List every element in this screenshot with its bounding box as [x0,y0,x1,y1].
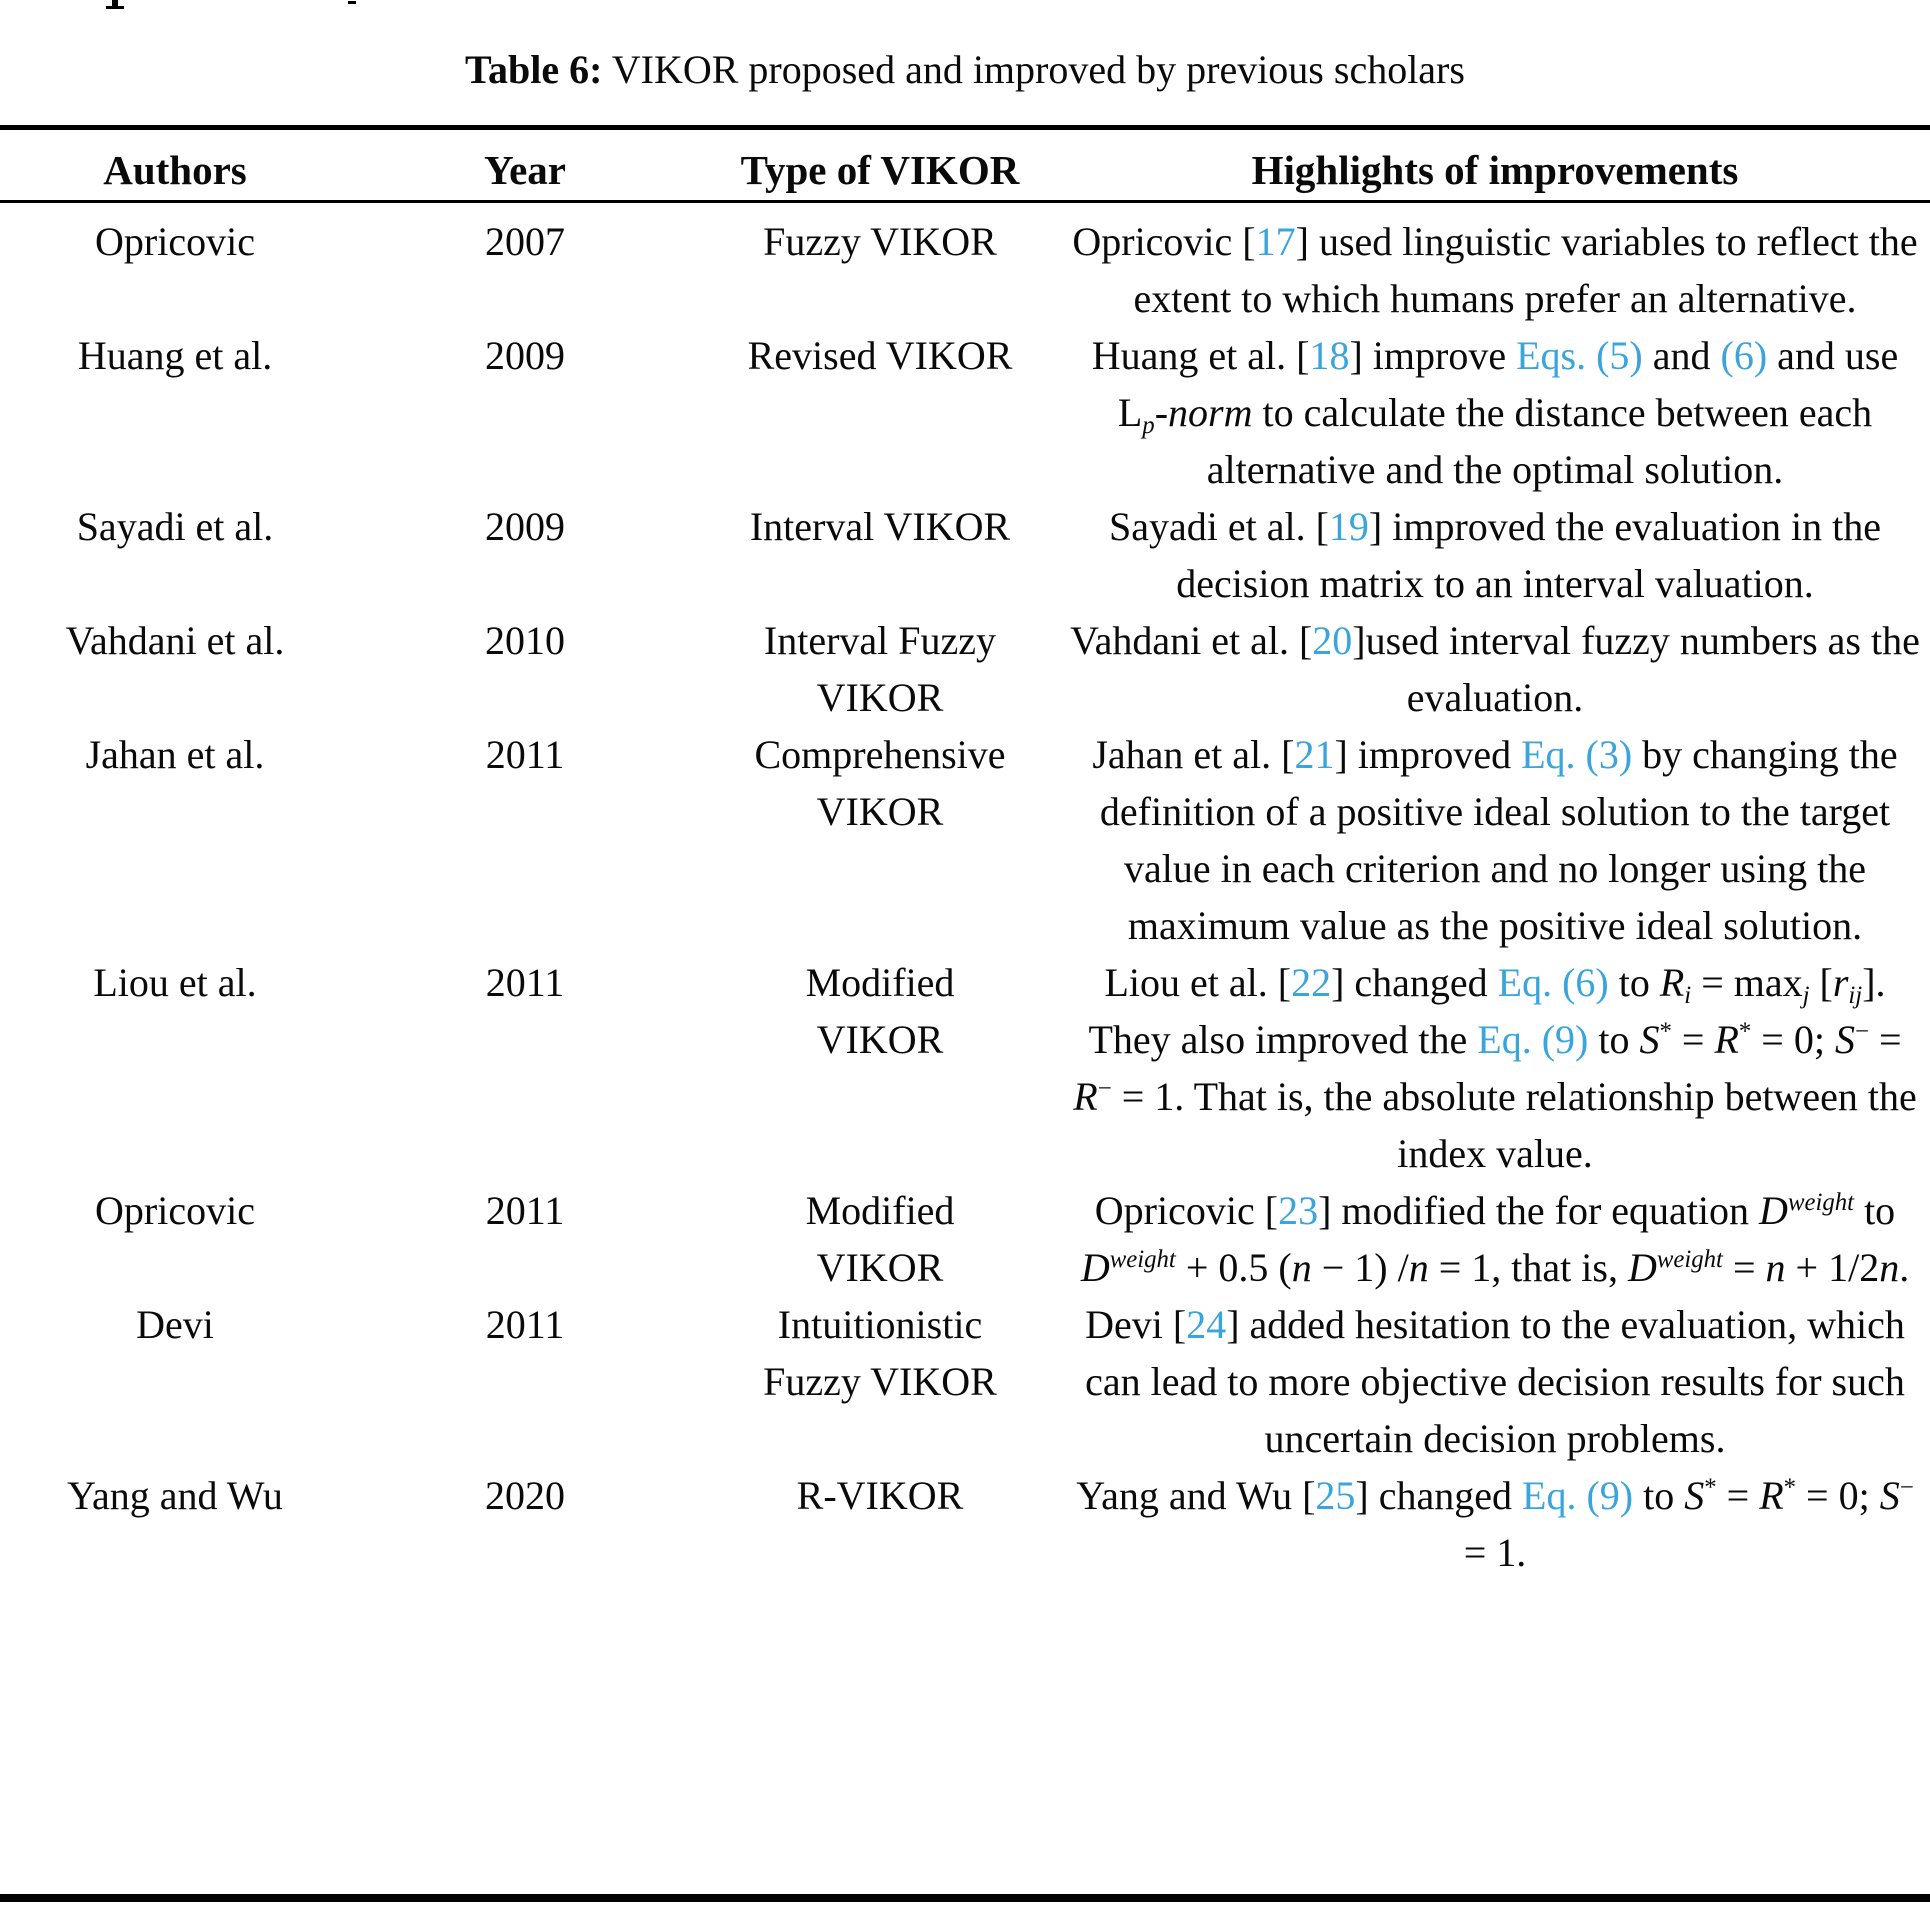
author-cell: Devi [136,1302,214,1347]
text-segment: = 1. That is, the absolute relationship between the index value. [1111,1074,1917,1176]
vikor-type-cell [700,498,1060,612]
text-segment: R [1714,1017,1739,1062]
text-segment: + 1/2 [1785,1245,1880,1290]
text-segment: = 0; [1796,1473,1880,1518]
text-segment: -norm [1154,390,1253,435]
text-segment: Yang and Wu [ [1076,1473,1316,1518]
table-row [0,1296,1930,1467]
text-segment: + 0.5 ( [1175,1245,1292,1290]
table-caption-label: Table 6: [465,47,603,92]
highlights-cell [1060,327,1930,498]
table-row [0,498,1930,612]
type-line: VIKOR [816,1017,944,1062]
text-segment: weight [1787,1189,1855,1217]
reference-link[interactable]: 18 [1309,333,1350,378]
text-segment: n [1408,1245,1429,1290]
table-row [0,213,1930,327]
text-segment: by changing the definition of a positive ideal solution to the target value in each criterion and no longer using the maximum value as the positive ideal solution. [1099,732,1898,948]
table-row [0,1182,1930,1296]
reference-link[interactable]: (6) [1720,333,1768,378]
cropped-text-remnant [112,0,118,9]
reference-link[interactable]: 21 [1294,732,1335,777]
author-cell: Huang et al. [77,333,273,378]
reference-link[interactable]: Eq. (9) [1522,1473,1634,1518]
type-line: Intuitionistic [777,1302,983,1347]
type-line: Fuzzy VIKOR [763,219,997,264]
text-segment: Devi [ [1085,1302,1187,1347]
table-row [0,612,1930,726]
text-segment: * [1704,1474,1717,1502]
type-line: Modified [805,960,955,1005]
text-segment: . [1899,1245,1910,1290]
text-segment: ] changed [1331,960,1498,1005]
text-segment: and [1642,333,1721,378]
text-segment: * [1738,1018,1752,1046]
vikor-type-cell [700,327,1060,498]
year-cell: 2009 [485,504,565,549]
table-top-rule [0,125,1930,130]
table-header-rule [0,200,1930,203]
author-cell: Opricovic [95,219,255,264]
text-segment: = [1671,1017,1715,1062]
type-line: Interval VIKOR [749,504,1011,549]
table-row [0,327,1930,498]
highlights-cell [1060,213,1930,327]
text-segment: Sayadi et al. [ [1109,504,1329,549]
text-segment: to calculate the distance between each alternative and the optimal solution. [1206,390,1873,492]
vikor-type-cell [700,213,1060,327]
text-segment: Liou et al. [ [1104,960,1292,1005]
cropped-text-remnant [348,1,356,4]
text-segment: to [1588,1017,1640,1062]
header-highlights: Highlights of improvements [1251,147,1739,193]
text-segment: − [1854,1018,1869,1046]
highlights-cell [1060,498,1930,612]
reference-link[interactable]: 19 [1328,504,1369,549]
highlights-cell [1060,1467,1930,1581]
table-header-row [0,142,1930,198]
reference-link[interactable]: 25 [1315,1473,1356,1518]
table-row [0,954,1930,1182]
text-segment: D [1759,1188,1788,1233]
year-cell: 2010 [485,618,565,663]
text-segment: = 1. [1463,1530,1527,1575]
text-segment: Jahan et al. [ [1092,732,1295,777]
text-segment: Huang et al. [ [1091,333,1310,378]
text-segment: [ [1809,960,1833,1005]
text-segment: n [1765,1245,1786,1290]
year-cell: 2011 [485,1302,565,1347]
table-body [0,213,1930,1581]
text-segment: ] changed [1355,1473,1523,1518]
text-segment: = 1, that is, [1428,1245,1628,1290]
reference-link[interactable]: Eq. (6) [1497,960,1609,1005]
highlights-cell [1060,954,1930,1182]
text-segment: S [1834,1017,1855,1062]
header-authors: Authors [103,147,247,193]
text-segment: ] improve [1349,333,1517,378]
text-segment: p [1142,411,1155,439]
text-segment: ]. They also improved the [1088,960,1886,1062]
table-bottom-rule [0,1894,1930,1902]
vikor-type-cell [700,612,1060,726]
text-segment: − [1097,1075,1112,1103]
table-row [0,726,1930,954]
text-segment: * [1783,1474,1797,1502]
year-cell: 2020 [485,1473,565,1518]
type-line: Revised VIKOR [747,333,1013,378]
type-line: Comprehensive [754,732,1006,777]
text-segment: Opricovic [ [1094,1188,1279,1233]
author-cell: Jahan et al. [85,732,265,777]
reference-link[interactable]: 24 [1186,1302,1227,1347]
type-line: VIKOR [816,1245,944,1290]
text-segment: = [1716,1473,1760,1518]
text-segment: ] used linguistic variables to reflect the extent to which humans prefer an alternative. [1133,219,1918,321]
text-segment: ] improved the evaluation in the decision matrix to an interval valuation. [1176,504,1881,606]
text-segment: R [1073,1074,1098,1119]
author-cell: Liou et al. [93,960,257,1005]
text-segment: * [1659,1018,1672,1046]
text-segment: ] modified the for equation [1318,1188,1760,1233]
reference-link[interactable]: 23 [1278,1188,1319,1233]
table-caption [0,42,1930,98]
reference-link[interactable]: 22 [1291,960,1332,1005]
type-line: VIKOR [816,789,944,834]
text-segment: weight [1656,1246,1723,1274]
text-segment: = max [1691,960,1803,1005]
highlights-cell [1060,1296,1930,1467]
text-segment: n [1291,1245,1312,1290]
type-line: VIKOR [816,675,944,720]
year-cell: 2007 [485,219,565,264]
reference-link[interactable]: Eq. (3) [1521,732,1633,777]
text-segment: n [1879,1245,1900,1290]
vikor-type-cell [700,1467,1060,1581]
text-segment: Vahdani et al. [ [1070,618,1313,663]
author-cell: Vahdani et al. [65,618,285,663]
text-segment: = [1722,1245,1766,1290]
type-line: Modified [805,1188,955,1233]
text-segment: to [1854,1188,1896,1233]
type-line: Fuzzy VIKOR [763,1359,997,1404]
text-segment: weight [1109,1246,1176,1274]
text-segment: S [1684,1473,1705,1518]
table-row [0,1467,1930,1581]
year-cell: 2009 [485,333,565,378]
text-segment: − 1) / [1311,1245,1409,1290]
table-caption-text: VIKOR proposed and improved by previous scholars [602,47,1465,92]
reference-link[interactable]: Eqs. (5) [1516,333,1643,378]
type-line: Interval Fuzzy [763,618,997,663]
text-segment: and use L [1117,333,1899,435]
vikor-type-cell [700,954,1060,1182]
text-segment: ]used interval fuzzy numbers as the evaluation. [1352,618,1920,720]
year-cell: 2011 [485,732,565,777]
vikor-type-cell [700,726,1060,954]
text-segment: i [1684,981,1692,1009]
vikor-type-cell [700,1182,1060,1296]
highlights-cell [1060,726,1930,954]
text-segment: ] improved [1334,732,1522,777]
header-type-of-vikor: Type of VIKOR [740,147,1020,193]
text-segment: ] added hesitation to the evaluation, which can lead to more objective decision results for such uncertain decision problems. [1085,1302,1905,1461]
text-segment: S [1879,1473,1900,1518]
text-segment: to [1633,1473,1685,1518]
reference-link[interactable]: Eq. (9) [1477,1017,1589,1062]
author-cell: Opricovic [95,1188,255,1233]
year-cell: 2011 [485,1188,565,1233]
text-segment: j [1802,981,1810,1009]
author-cell: Sayadi et al. [76,504,274,549]
text-segment: = 0; [1751,1017,1835,1062]
text-segment: ij [1848,981,1863,1009]
text-segment: = [1868,1017,1902,1062]
text-segment: Opricovic [ [1072,219,1256,264]
type-line: R-VIKOR [796,1473,964,1518]
vikor-type-cell [700,1296,1060,1467]
author-cell: Yang and Wu [67,1473,283,1518]
reference-link[interactable]: 17 [1255,219,1296,264]
text-segment: D [1627,1245,1657,1290]
text-segment: − [1899,1474,1914,1502]
year-cell: 2011 [485,960,565,1005]
text-segment: D [1080,1245,1110,1290]
text-segment: r [1832,960,1849,1005]
text-segment: R [1759,1473,1784,1518]
header-year: Year [484,147,566,193]
reference-link[interactable]: 20 [1312,618,1353,663]
text-segment: S [1639,1017,1660,1062]
highlights-cell [1060,1182,1930,1296]
text-segment: R [1659,960,1685,1005]
text-segment: to [1608,960,1660,1005]
highlights-cell [1060,612,1930,726]
